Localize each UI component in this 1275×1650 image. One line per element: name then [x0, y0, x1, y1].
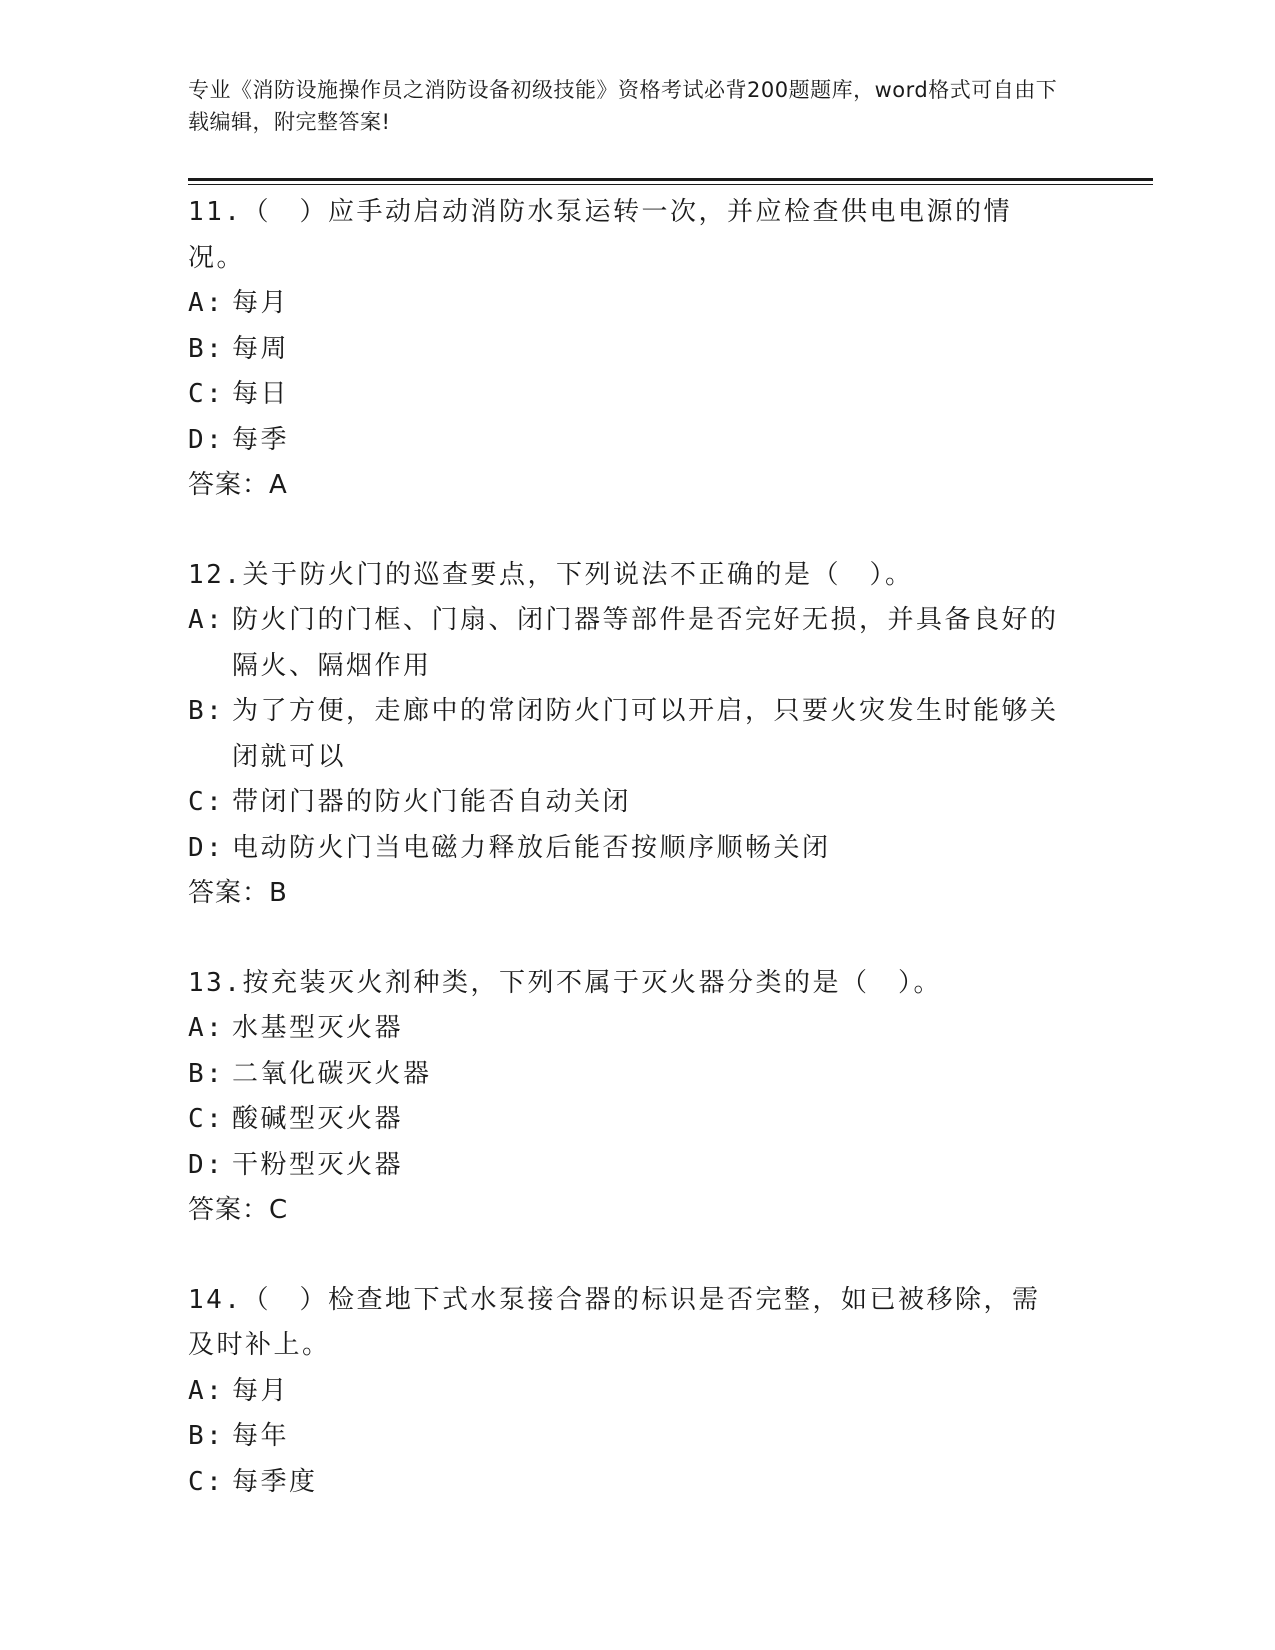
- option-key: A:: [188, 288, 225, 318]
- option-text: 防火门的门框、门扇、闭门器等部件是否完好无损，并具备良好的隔火、隔烟作用: [232, 605, 1059, 681]
- option-d: [188, 418, 1068, 464]
- option-key: B:: [188, 696, 225, 726]
- option-a: [188, 1369, 1068, 1415]
- option-text: 每年: [232, 1421, 290, 1451]
- question-stem: 12.关于防火门的巡查要点，下列说法不正确的是（ ）。: [188, 559, 914, 590]
- answer-line: 答案：C: [188, 1195, 289, 1225]
- question-stem: 13.按充装灭火剂种类，下列不属于灭火器分类的是（ ）。: [188, 967, 942, 998]
- question-14: [188, 1278, 1068, 1506]
- option-text: 每周: [232, 333, 290, 364]
- option-key: D:: [188, 1149, 225, 1180]
- option-a: [188, 1006, 1068, 1052]
- option-key: A:: [188, 1375, 225, 1406]
- option-text: 干粉型灭火器: [232, 1149, 404, 1180]
- option-c: [188, 1097, 1068, 1143]
- option-text: 为了方便，走廊中的常闭防火门可以开启，只要火灾发生时能够关闭就可以: [232, 696, 1059, 772]
- option-b: [188, 689, 1068, 780]
- option-text: 水基型灭火器: [232, 1013, 404, 1043]
- answer-line: 答案：A: [188, 470, 288, 500]
- option-key: C:: [188, 1104, 225, 1134]
- option-text: 每月: [232, 288, 290, 318]
- answer-line: 答案：B: [188, 878, 288, 908]
- option-d: [188, 826, 1068, 872]
- option-c: [188, 780, 1068, 826]
- option-d: [188, 1143, 1068, 1189]
- header-divider-thin: [188, 184, 1153, 185]
- option-b: [188, 1414, 1068, 1460]
- option-a: [188, 598, 1068, 689]
- question-spacer: [188, 509, 1068, 553]
- option-text: 带闭门器的防火门能否自动关闭: [232, 787, 632, 817]
- option-key: B:: [188, 1058, 225, 1089]
- question-list: [188, 190, 1068, 1505]
- option-key: A:: [188, 1013, 225, 1043]
- option-text: 电动防火门当电磁力释放后能否按顺序顺畅关闭: [232, 832, 831, 863]
- option-b: [188, 1052, 1068, 1098]
- question-13: [188, 961, 1068, 1234]
- option-key: D:: [188, 424, 225, 455]
- question-11: [188, 190, 1068, 509]
- option-text: 每季度: [232, 1466, 318, 1497]
- question-stem: 11.（ ）应手动启动消防水泵运转一次，并应检查供电电源的情况。: [188, 197, 1012, 273]
- question-stem: 14.（ ）检查地下式水泵接合器的标识是否完整，如已被移除，需及时补上。: [188, 1284, 1041, 1360]
- option-key: D:: [188, 832, 225, 863]
- option-c: [188, 372, 1068, 418]
- option-text: 每季: [232, 424, 290, 455]
- option-b: [188, 327, 1068, 373]
- question-12: [188, 553, 1068, 917]
- option-text: 酸碱型灭火器: [232, 1104, 404, 1134]
- option-key: C:: [188, 379, 225, 409]
- option-c: [188, 1460, 1068, 1506]
- question-spacer: [188, 1234, 1068, 1278]
- header-divider-thick: [188, 178, 1153, 181]
- question-spacer: [188, 917, 1068, 961]
- option-key: A:: [188, 605, 225, 635]
- option-key: B:: [188, 1421, 225, 1451]
- option-key: C:: [188, 1466, 225, 1497]
- option-text: 每月: [232, 1375, 290, 1406]
- option-a: [188, 281, 1068, 327]
- option-key: B:: [188, 333, 225, 364]
- option-text: 每日: [232, 379, 290, 409]
- option-key: C:: [188, 787, 225, 817]
- document-header: 专业《消防设施操作员之消防设备初级技能》资格考试必背200题题库，word格式可自由下载编辑，附完整答案!: [188, 78, 1058, 134]
- option-text: 二氧化碳灭火器: [232, 1058, 432, 1089]
